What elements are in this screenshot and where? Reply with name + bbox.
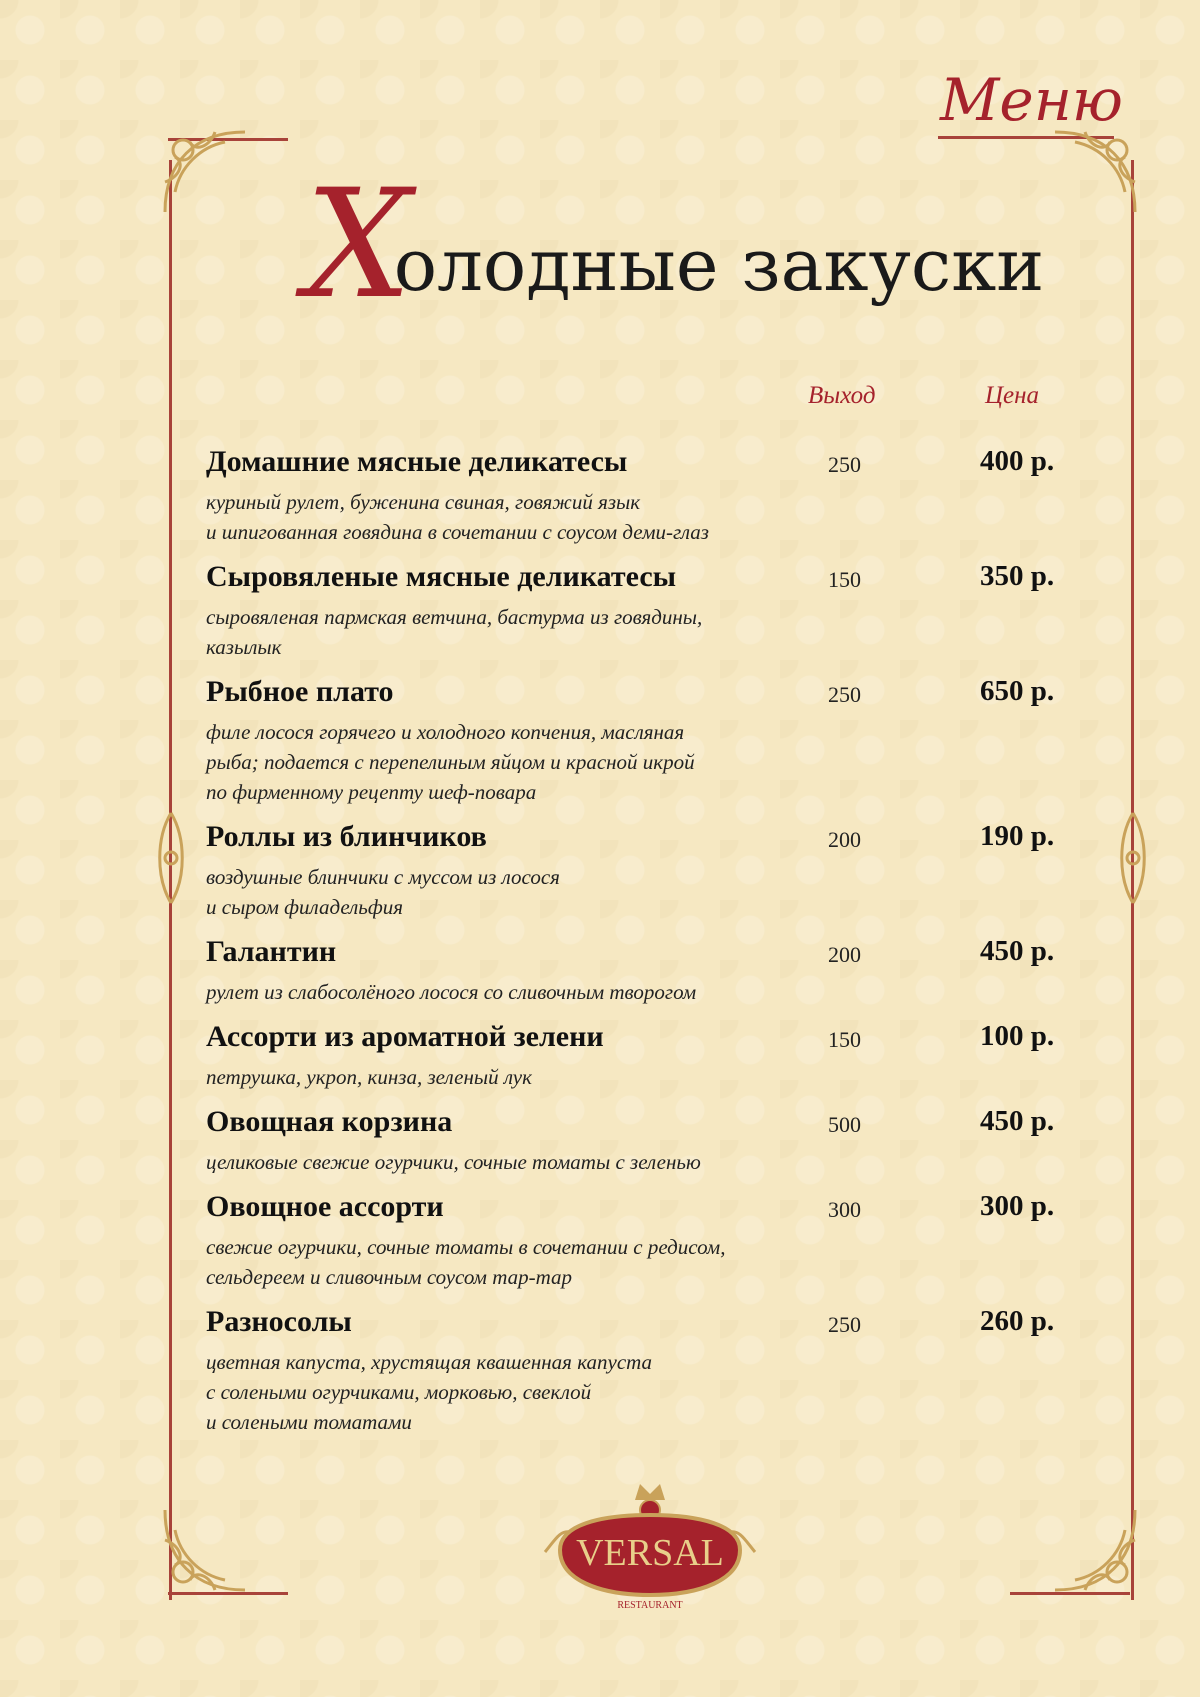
item-weight: 500 <box>828 1112 861 1137</box>
item-price: 450 р. <box>980 1105 1055 1137</box>
item-desc-line: рулет из слабосолёного лосося со сливочным творогом <box>206 980 697 1004</box>
item-description <box>206 487 816 547</box>
item-desc-line: филе лосося горячего и холодного копчения, масляная <box>206 720 685 744</box>
page-title <box>305 158 1105 332</box>
item-weight: 250 <box>828 1312 861 1337</box>
item-desc-line: свежие огурчики, сочные томаты в сочетании с редисом, <box>206 1235 726 1259</box>
item-name: Галантин <box>206 935 337 968</box>
item-weight: 150 <box>828 1027 861 1052</box>
item-name: Разносолы <box>206 1305 352 1338</box>
item-weight: 250 <box>828 682 861 707</box>
item-desc-line: и солеными томатами <box>206 1410 412 1434</box>
item-desc-line: и сыром филадельфия <box>206 895 404 919</box>
side-ornament-right <box>1118 808 1148 908</box>
item-desc-line: сельдереем и сливочным соусом тар-тар <box>206 1265 573 1289</box>
item-description <box>206 602 816 662</box>
item-name: Овощное ассорти <box>206 1190 444 1223</box>
item-desc-line: и шпигованная говядина в сочетании с соусом деми-глаз <box>206 520 709 544</box>
item-description <box>206 1347 816 1437</box>
item-desc-line: цветная капуста, хрустящая квашенная капуста <box>206 1350 653 1374</box>
item-description <box>206 1062 816 1092</box>
item-weight: 300 <box>828 1197 861 1222</box>
menu-tag: Меню <box>940 66 1123 134</box>
logo-subtitle: RESTAURANT <box>617 1600 683 1611</box>
item-price: 100 р. <box>980 1020 1055 1052</box>
item-desc-line: воздушные блинчики с муссом из лосося <box>206 865 560 889</box>
item-price: 190 р. <box>980 820 1055 852</box>
title-capital: Х <box>305 158 412 332</box>
item-name: Рыбное плато <box>206 675 394 708</box>
item-price: 350 р. <box>980 560 1055 592</box>
item-price: 400 р. <box>980 445 1055 477</box>
item-price: 260 р. <box>980 1305 1055 1337</box>
versal-logo <box>540 1470 760 1620</box>
item-desc-line: рыба; подается с перепелиным яйцом и красной икрой <box>206 750 695 774</box>
item-weight: 200 <box>828 942 861 967</box>
corner-ornament-top-left <box>155 122 255 222</box>
logo-name: VERSAL <box>576 1532 724 1574</box>
item-description <box>206 977 816 1007</box>
item-weight: 150 <box>828 567 861 592</box>
item-price: 300 р. <box>980 1190 1055 1222</box>
item-name: Овощная корзина <box>206 1105 453 1138</box>
item-desc-line: сыровяленая пармская ветчина, бастурма из говядины, <box>206 605 703 629</box>
item-desc-line: целиковые свежие огурчики, сочные томаты с зеленью <box>206 1150 701 1174</box>
item-price: 650 р. <box>980 675 1055 707</box>
column-yield-header: Выход <box>808 382 876 409</box>
corner-ornament-bottom-left <box>155 1500 255 1600</box>
column-price-header: Цена <box>985 382 1040 409</box>
item-description <box>206 862 816 922</box>
item-weight: 200 <box>828 827 861 852</box>
item-desc-line: куриный рулет, буженина свиная, говяжий язык <box>206 490 641 514</box>
item-name: Роллы из блинчиков <box>206 820 487 853</box>
item-description <box>206 1232 816 1292</box>
title-text: олодные закуски <box>393 223 1045 307</box>
item-price: 450 р. <box>980 935 1055 967</box>
item-desc-line: казылык <box>206 635 282 659</box>
item-desc-line: с солеными огурчиками, морковью, свеклой <box>206 1380 592 1404</box>
item-desc-line: петрушка, укроп, кинза, зеленый лук <box>206 1065 532 1089</box>
item-name: Ассорти из ароматной зелени <box>206 1020 604 1053</box>
item-name: Сыровяленые мясные деликатесы <box>206 560 677 593</box>
item-weight: 250 <box>828 452 861 477</box>
corner-ornament-bottom-right <box>1045 1500 1145 1600</box>
item-name: Домашние мясные деликатесы <box>206 445 628 478</box>
side-ornament-left <box>156 808 186 908</box>
item-description <box>206 1147 816 1177</box>
item-desc-line: по фирменному рецепту шеф-повара <box>206 780 537 804</box>
item-description <box>206 717 816 807</box>
